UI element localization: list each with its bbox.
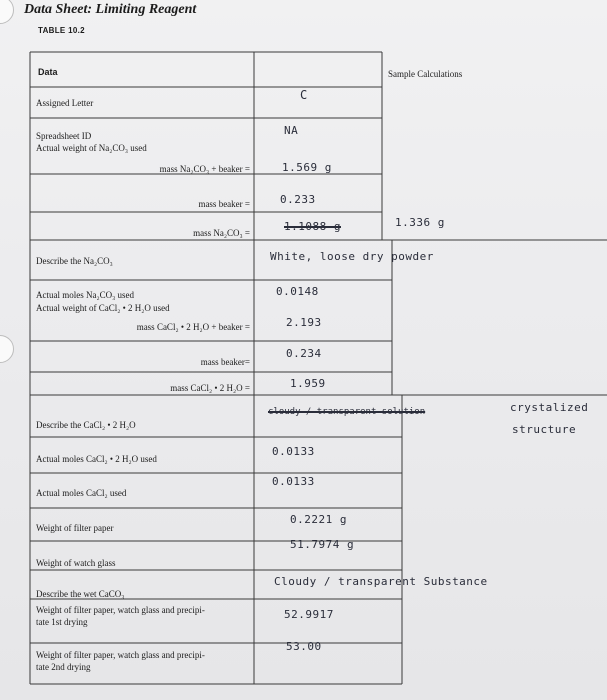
label-mass-beaker: mass beaker = — [198, 199, 250, 209]
hw-mass-cacl2-beaker: 2.193 — [286, 316, 322, 329]
hw-describe-cacl2-line1: crystalized — [510, 401, 589, 414]
label-weight-1st-drying: Weight of filter paper, watch glass and precipi- — [36, 605, 205, 615]
label-actual-weight-na2co3: Actual weight of Na₂CO₃ used — [36, 143, 147, 153]
hw-mass-beaker-2: 0.234 — [286, 347, 322, 360]
sample-calculations-header: Sample Calculations — [388, 69, 463, 79]
label-weight-watch-glass: Weight of watch glass — [36, 558, 116, 568]
label-weight-2nd-drying-cont: tate 2nd drying — [36, 662, 91, 672]
hw-spreadsheet-id: NA — [284, 124, 299, 137]
table-label: TABLE 10.2 — [38, 26, 85, 35]
hw-describe-na2co3: White, loose dry powder — [270, 250, 434, 263]
hw-weight-filter-paper: 0.2221 g — [290, 513, 347, 526]
hw-mass-cacl2: 1.959 — [290, 377, 326, 390]
hw-weight-2nd-drying: 53.00 — [286, 640, 322, 653]
label-describe-cacl2: Describe the CaCl₂ • 2 H₂O — [36, 420, 136, 430]
sheet-title: Data Sheet: Limiting Reagent — [24, 2, 197, 17]
hw-mass-na2co3-corrected: 1.336 g — [395, 216, 445, 229]
hw-moles-cacl2: 0.0133 — [272, 445, 315, 458]
hw-moles-na2co3: 0.0148 — [276, 285, 319, 298]
label-describe-caco3: Describe the wet CaCO₃ — [36, 589, 125, 599]
label-mass-na2co3-beaker: mass Na₂CO₃ + beaker = — [159, 164, 250, 174]
label-mass-na2co3: mass Na₂CO₃ = — [193, 228, 250, 238]
hw-describe-caco3: Cloudy / transparent Substance — [274, 575, 488, 588]
hw-mass-na2co3-struck: 1.1088 g — [284, 220, 341, 233]
hw-weight-1st-drying: 52.9917 — [284, 608, 334, 621]
label-weight-1st-drying-cont: tate 1st drying — [36, 617, 88, 627]
label-actual-moles-na2co3: Actual moles Na₂CO₃ used — [36, 290, 135, 300]
label-actual-moles-cacl2-anhydrous: Actual moles CaCl₂ used — [36, 488, 127, 498]
label-mass-cacl2-beaker: mass CaCl₂ • 2 H₂O + beaker = — [136, 322, 250, 332]
label-weight-filter-paper: Weight of filter paper — [36, 523, 114, 533]
hw-mass-beaker: 0.233 — [280, 193, 316, 206]
hw-describe-cacl2-line2: structure — [512, 423, 577, 436]
hw-describe-cacl2-struck: cloudy / transparent solution — [268, 407, 426, 417]
label-describe-na2co3: Describe the Na₂CO₃ — [36, 256, 113, 266]
label-actual-weight-cacl2: Actual weight of CaCl₂ • 2 H₂O used — [36, 303, 170, 313]
hw-mass-na2co3-beaker: 1.569 g — [282, 161, 332, 174]
label-spreadsheet-id: Spreadsheet ID — [36, 131, 92, 141]
hw-assigned-letter: C — [300, 88, 308, 102]
label-assigned-letter: Assigned Letter — [36, 98, 94, 108]
hw-moles-cacl2-anhydrous: 0.0133 — [272, 475, 315, 488]
label-mass-beaker-2: mass beaker= — [200, 357, 250, 367]
label-mass-cacl2: mass CaCl₂ • 2 H₂O = — [170, 383, 250, 393]
label-weight-2nd-drying: Weight of filter paper, watch glass and precipi- — [36, 650, 205, 660]
hw-weight-watch-glass: 51.7974 g — [290, 538, 355, 551]
data-column-header: Data — [38, 67, 58, 77]
label-actual-moles-cacl2: Actual moles CaCl₂ • 2 H₂O used — [36, 454, 157, 464]
